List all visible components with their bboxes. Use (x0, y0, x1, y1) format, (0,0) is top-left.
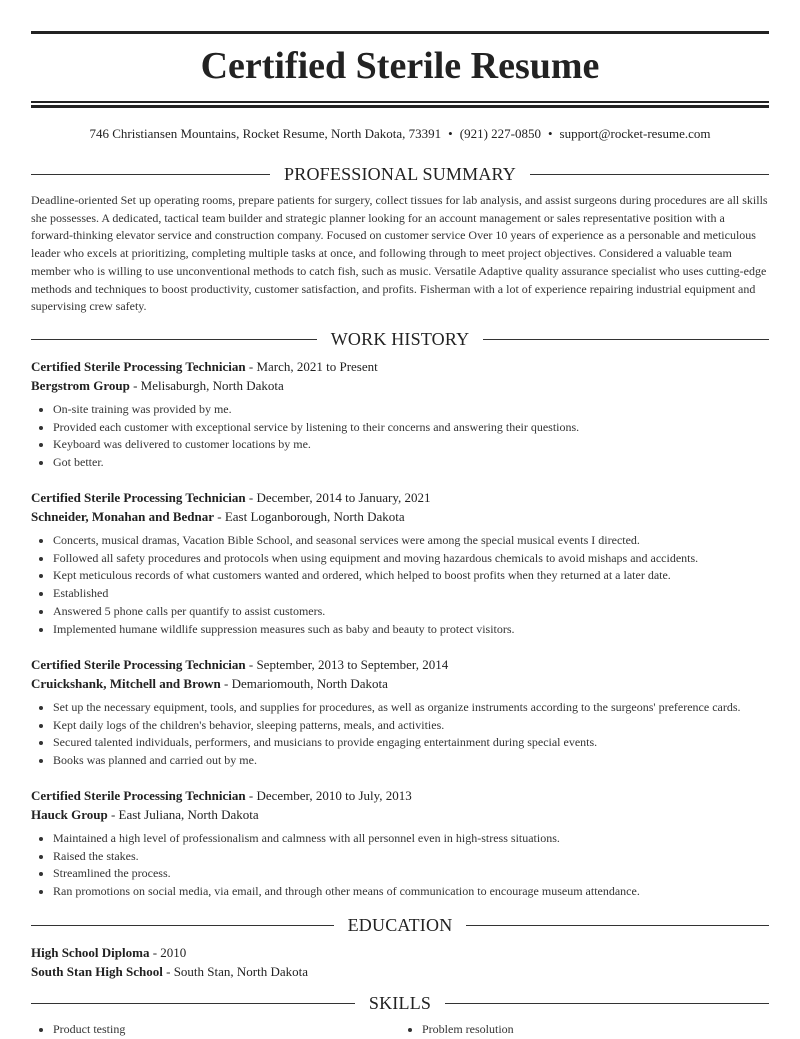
skill-item: • Problem resolution (422, 1021, 769, 1039)
job-bullet: • Secured talented individuals, performers, and musicians to provide engaging entertainment during special events. (53, 734, 769, 752)
separator: • (448, 126, 453, 141)
job-bullets (31, 532, 769, 638)
summary-text: Deadline-oriented Set up operating rooms, prepare patients for surgery, collect tissues for lab analysis, and assist surgeons during procedures are all skills she possesses. A dedicated, tactical team builder and strategic planner looking for an account management or sales representative position with a forward-thinking elevator service and construction company. Focused on customer service Over 10 years of experience as a personable and meticulous leader who excels at prioritizing, completing multiple tasks at once, and following through to meet project objectives. Considered a valuable team member who is willing to use unconventional methods to catch fish, such as music. Versatile Adaptive quality assurance specialist who uses cutting-edge methods and techniques to boost productivity, customer satisfaction, and profits. Fisherman with a lot of experience repairing industrial equipment and supervising crew safety. (31, 193, 768, 314)
title-divider-thick (31, 105, 769, 108)
company-location: - Melisaburgh, North Dakota (129, 378, 284, 393)
company-location: - East Loganborough, North Dakota (214, 509, 405, 524)
job-bullet: • Implemented humane wildlife suppression measures such as baby and beauty to protect visitors. (53, 621, 769, 639)
company-name: Bergstrom Group (31, 378, 130, 393)
job-dates: - December, 2014 to January, 2021 (245, 490, 431, 505)
company-location: - East Juliana, North Dakota (107, 807, 259, 822)
job-bullet: • Provided each customer with exceptional service by listening to their concerns and answering their questions. (53, 419, 769, 437)
resume-title: Certified Sterile Resume (200, 45, 600, 87)
job-bullets (31, 830, 769, 901)
job-bullet: • Books was planned and carried out by me. (53, 752, 769, 770)
job-bullet: • Concerts, musical dramas, Vacation Bible School, and seasonal services were among the special musical events I directed. (53, 532, 769, 550)
company-location: - Demariomouth, North Dakota (220, 676, 388, 691)
job-bullets (31, 401, 769, 472)
company-name: Cruickshank, Mitchell and Brown (31, 676, 221, 691)
company-name: Hauck Group (31, 807, 108, 822)
job-entry (31, 357, 769, 472)
job-bullet: • Got better. (53, 454, 769, 472)
job-title-line (31, 786, 769, 805)
job-bullet: • Established (53, 585, 769, 603)
contact-line (31, 126, 769, 142)
school-location: - South Stan, North Dakota (162, 964, 309, 979)
job-bullet: • Streamlined the process. (53, 865, 769, 883)
job-bullet: • Raised the stakes. (53, 848, 769, 866)
job-entry (31, 655, 769, 770)
job-title-line (31, 488, 769, 507)
skill-item: • Product testing (53, 1021, 400, 1039)
section-title: PROFESSIONAL SUMMARY (284, 164, 516, 184)
job-bullet: • Ran promotions on social media, via email, and through other means of communication to encourage museum attendance. (53, 883, 769, 901)
job-title-line (31, 357, 769, 376)
separator: • (547, 126, 553, 141)
skills-list (31, 1021, 769, 1039)
job-entry (31, 488, 769, 638)
job-title: Certified Sterile Processing Technician (31, 657, 246, 672)
job-bullet: • Followed all safety procedures and protocols when using equipment and moving hazardous chemicals to avoid mishaps and accidents. (53, 550, 769, 568)
section-heading-skills (31, 993, 769, 1014)
job-entry (31, 786, 769, 901)
job-dates: - December, 2010 to July, 2013 (245, 788, 412, 803)
company-line (31, 507, 769, 526)
education-entry (31, 943, 769, 981)
job-title: Certified Sterile Processing Technician (31, 359, 246, 374)
section-title: SKILLS (368, 993, 432, 1013)
job-dates: - September, 2013 to September, 2014 (245, 657, 449, 672)
job-title: Certified Sterile Processing Technician (31, 490, 246, 505)
section-heading-summary (31, 164, 769, 185)
top-divider (31, 31, 769, 34)
contact-address: 746 Christiansen Mountains, Rocket Resume, North Dakota, 73391 (89, 126, 442, 141)
section-title: EDUCATION (347, 915, 453, 935)
job-bullet: • On-site training was provided by me. (53, 401, 769, 419)
contact-email: support@rocket-resume.com (559, 126, 711, 141)
job-bullet: • Set up the necessary equipment, tools, and supplies for procedures, as well as organize instruments according to the surgeons' preference cards. (53, 699, 769, 717)
job-title-line (31, 655, 769, 674)
job-bullet: • Kept daily logs of the children's behavior, sleeping patterns, meals, and activities. (53, 717, 769, 735)
job-bullet: • Maintained a high level of professionalism and calmness with all personnel even in high-stress situations. (53, 830, 769, 848)
section-heading-work (31, 329, 769, 350)
school-name: South Stan High School (31, 964, 163, 979)
company-line (31, 376, 769, 395)
section-heading-education (31, 915, 769, 936)
company-line (31, 805, 769, 824)
job-bullet: • Answered 5 phone calls per quantify to assist customers. (53, 603, 769, 621)
title-divider (31, 101, 769, 103)
company-name: Schneider, Monahan and Bednar (31, 509, 215, 524)
job-bullets (31, 699, 769, 770)
contact-phone: (921) 227-0850 (459, 126, 541, 141)
job-bullet: • Kept meticulous records of what customers wanted and ordered, which helped to boost profits when they returned at a later date. (53, 567, 769, 585)
section-title: WORK HISTORY (330, 329, 470, 349)
job-title: Certified Sterile Processing Technician (31, 788, 246, 803)
graduation-year: - 2010 (149, 945, 187, 960)
degree: High School Diploma (31, 945, 150, 960)
job-bullet: • Keyboard was delivered to customer locations by me. (53, 436, 769, 454)
job-dates: - March, 2021 to Present (245, 359, 378, 374)
company-line (31, 674, 769, 693)
